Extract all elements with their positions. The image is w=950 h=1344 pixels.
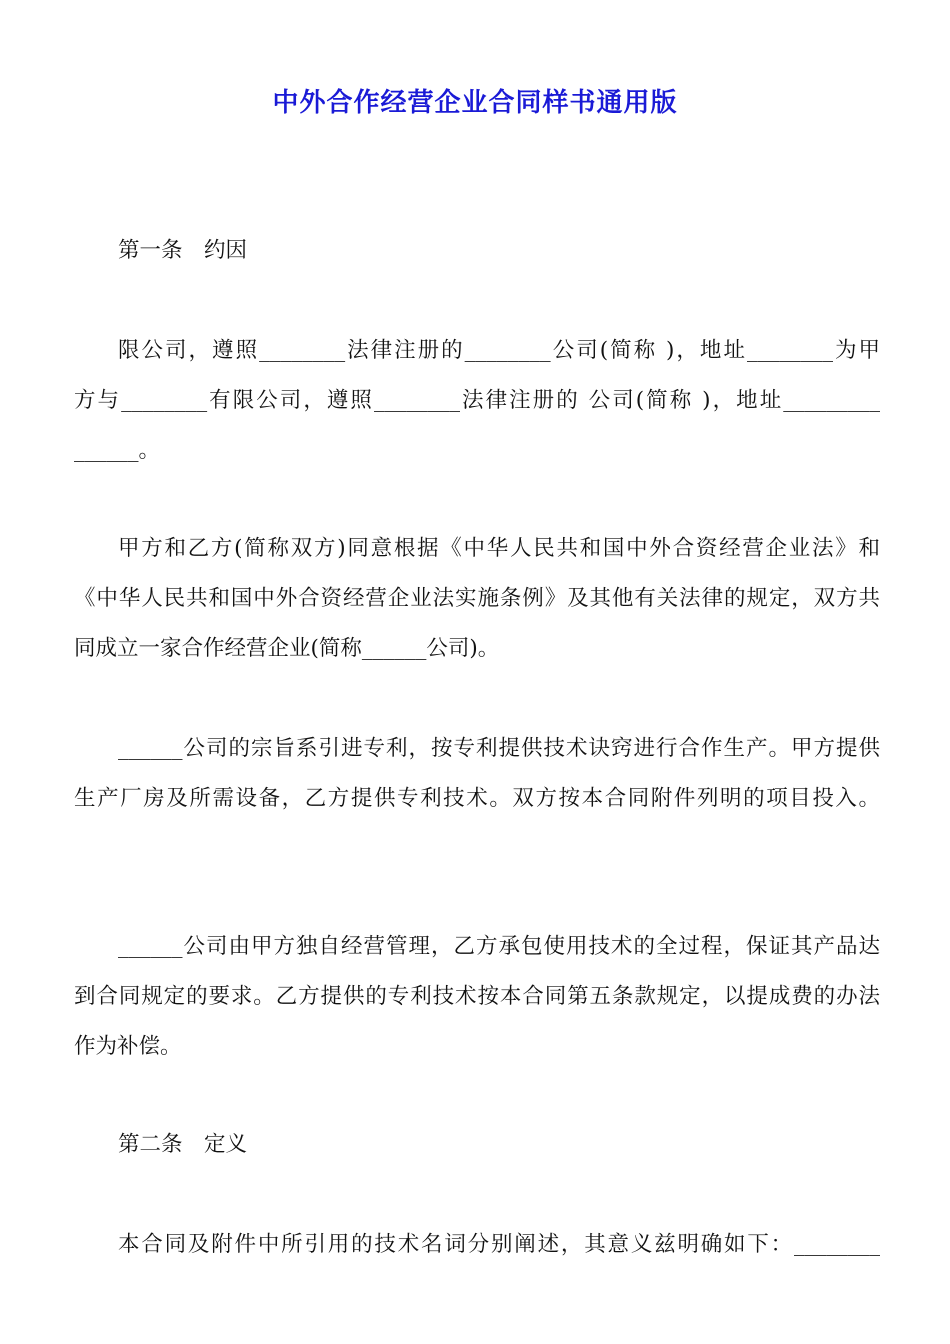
paragraph-line: 限公司，遵照________法律注册的________公司(简称 )，地址________为甲 bbox=[118, 338, 880, 363]
paragraph-line: ______公司由甲方独自经营管理，乙方承包使用技术的全过程，保证其产品达 bbox=[118, 934, 880, 959]
paragraph-line: ______公司的宗旨系引进专利，按专利提供技术诀窍进行合作生产。甲方提供 bbox=[118, 736, 880, 761]
paragraph-line: 同成立一家合作经营企业(简称______公司)。 bbox=[74, 636, 500, 661]
article-1-heading: 第一条 约因 bbox=[118, 238, 248, 263]
document-title: 中外合作经营企业合同样书通用版 bbox=[272, 88, 678, 118]
paragraph-line: 作为补偿。 bbox=[74, 1034, 182, 1059]
paragraph-line: 方与________有限公司，遵照________法律注册的 公司(简称 )，地址_________ bbox=[74, 388, 880, 413]
paragraph-line: 甲方和乙方(简称双方)同意根据《中华人民共和国中外合资经营企业法》和 bbox=[118, 536, 880, 561]
paragraph-line: 《中华人民共和国中外合资经营企业法实施条例》及其他有关法律的规定，双方共 bbox=[74, 586, 880, 611]
paragraph-line: 生产厂房及所需设备，乙方提供专利技术。双方按本合同附件列明的项目投入。 bbox=[74, 786, 880, 811]
paragraph-line: ______。 bbox=[74, 438, 161, 463]
paragraph-line: 本合同及附件中所引用的技术名词分别阐述，其意义兹明确如下：________ bbox=[118, 1232, 880, 1257]
paragraph-line: 到合同规定的要求。乙方提供的专利技术按本合同第五条款规定，以提成费的办法 bbox=[74, 984, 880, 1009]
article-2-heading: 第二条 定义 bbox=[118, 1132, 248, 1157]
